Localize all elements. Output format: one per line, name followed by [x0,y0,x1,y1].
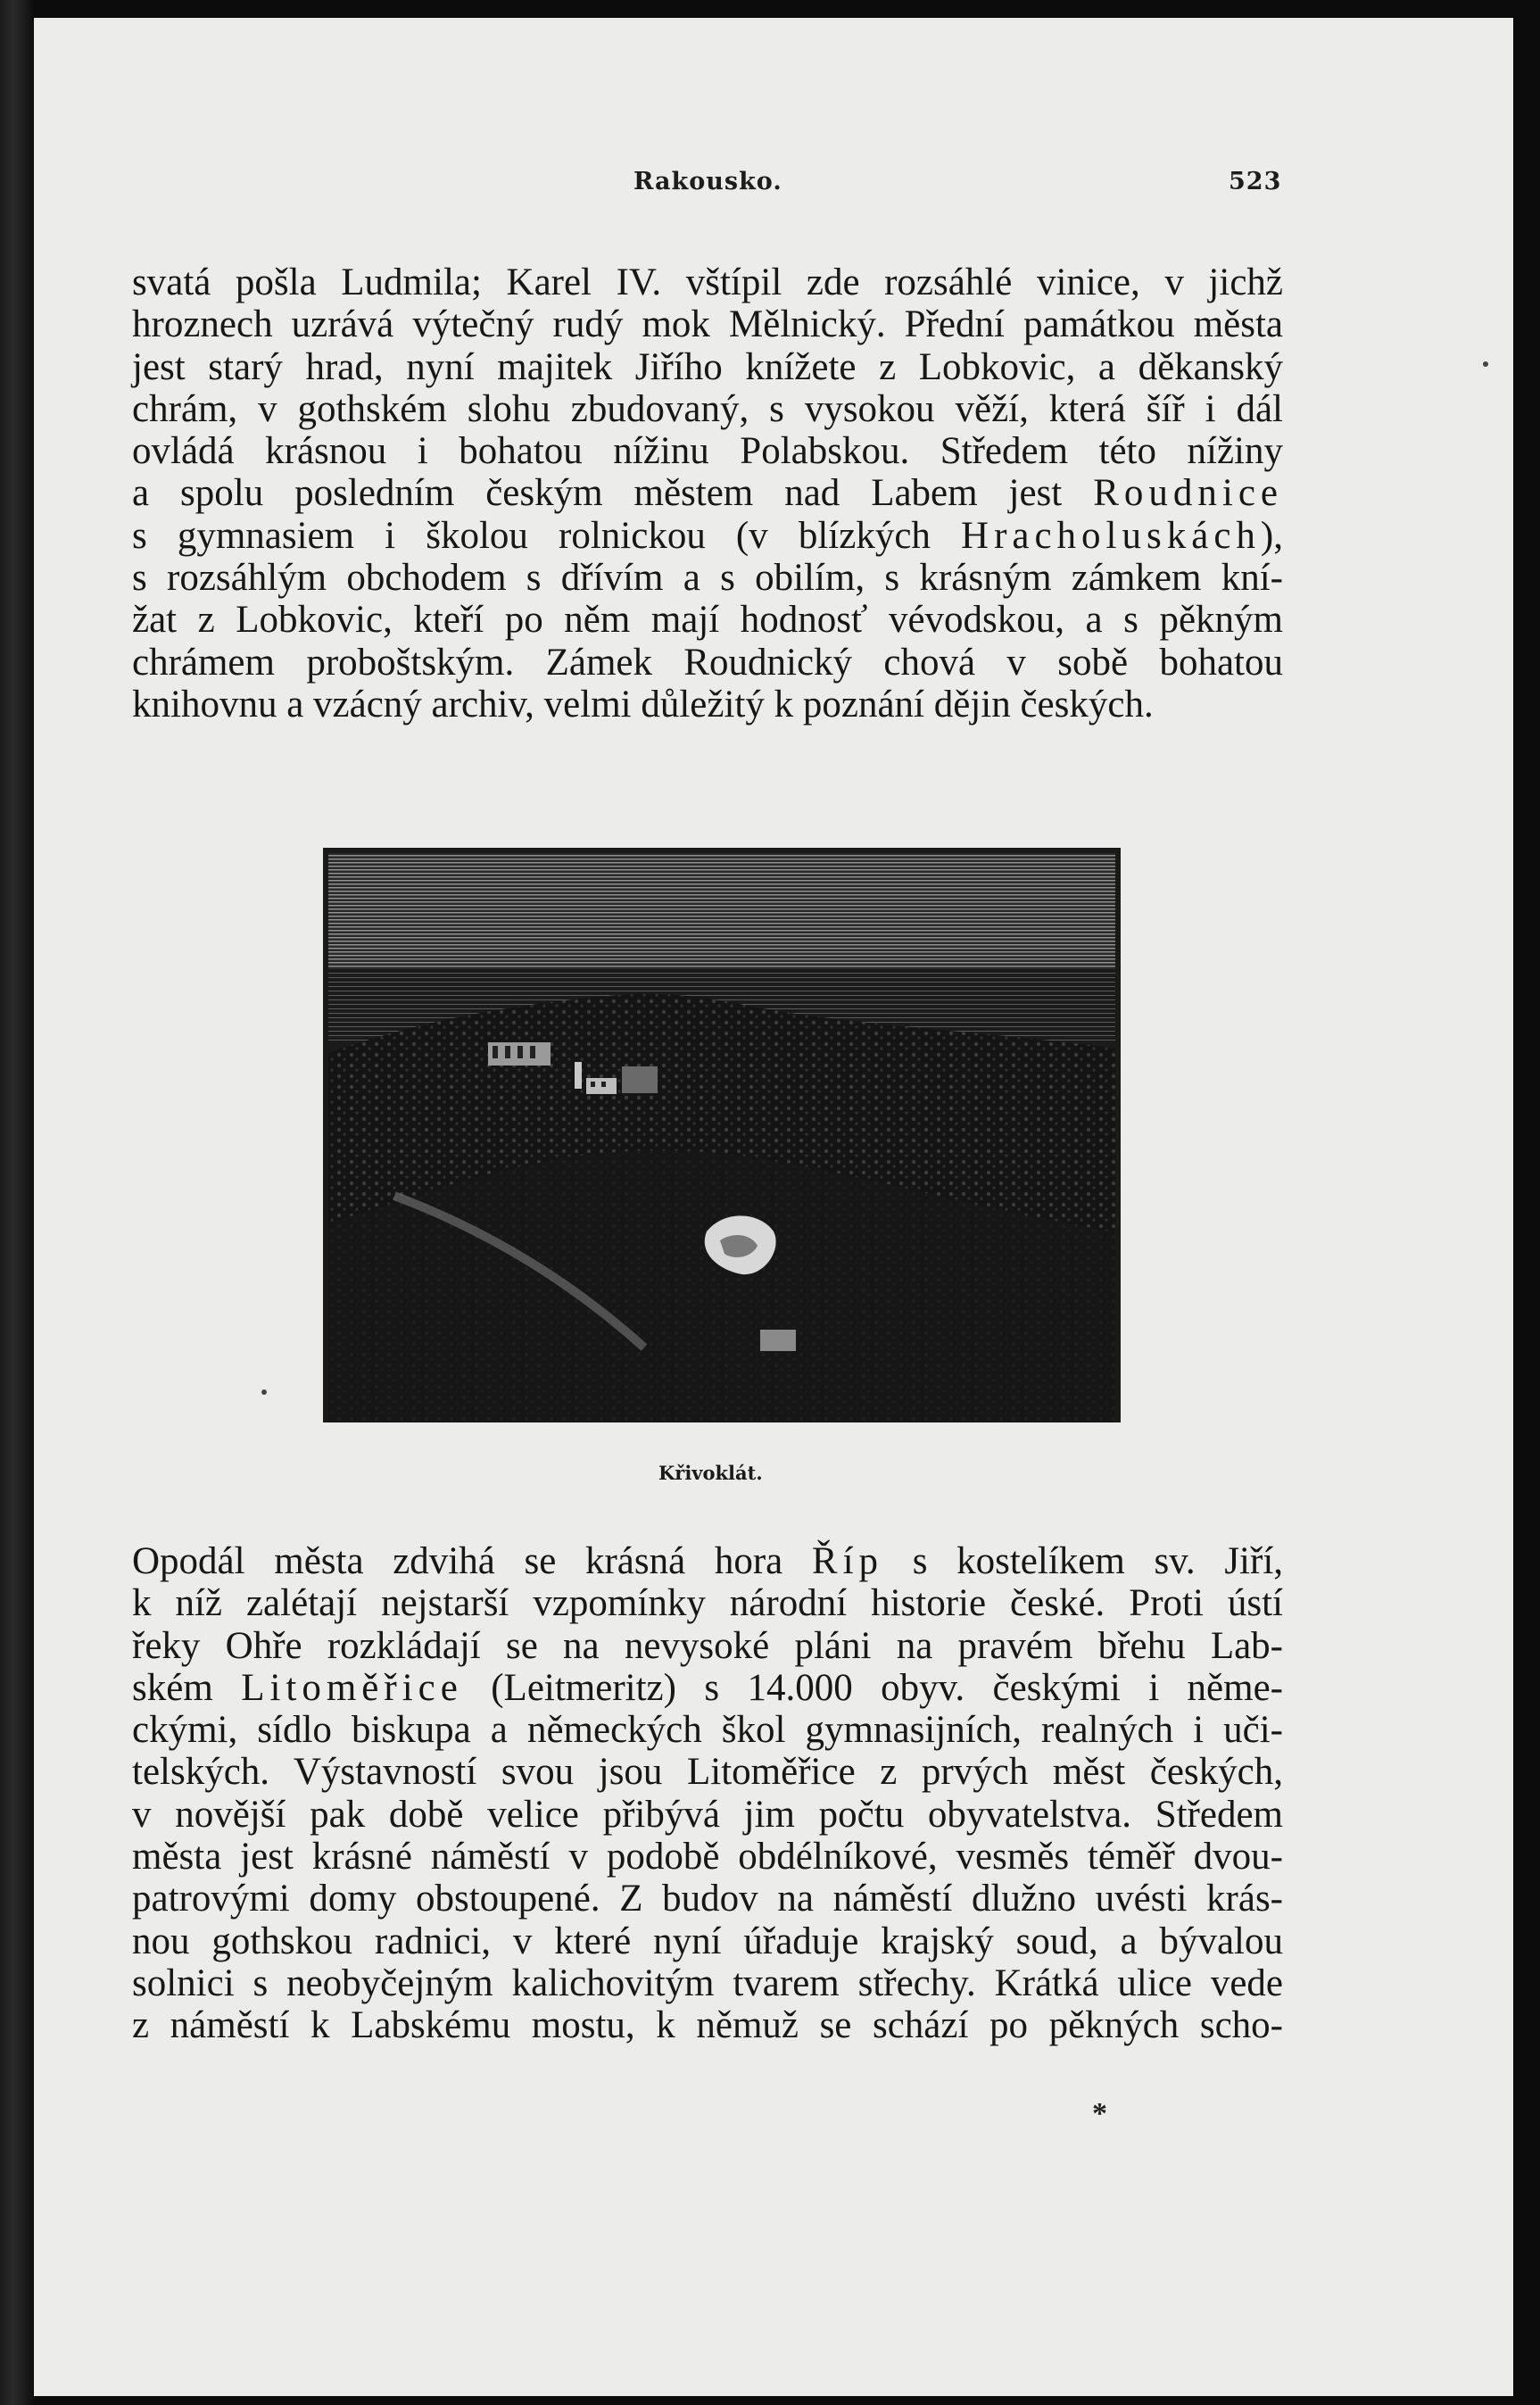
spaced-place-name: Říp [811,1540,884,1582]
text-line [132,1667,1283,1709]
text-segment: ském [132,1666,213,1709]
paper-speck [1483,361,1488,367]
text-line: chrám, v gothském slohu zbudovaný, s vysokou věží, která šíř i dál [132,387,1283,430]
text-line: telských. Výstavností svou jsou Litoměřice z prvých měst českých, [132,1751,1283,1794]
paragraph-litomerice [132,1540,1283,2047]
text-line: patrovými domy obstoupené. Z budov na náměstí dlužno uvésti krás- [132,1878,1283,1920]
text-line: nou gothskou radnici, v které nyní úřaduje krajský soud, a bývalou [132,1920,1283,1962]
engraving-image [323,848,1121,1422]
text-line: žat z Lobkovic, kteří po něm mají hodnosť vévodskou, a s pěkným [132,599,1283,642]
text-line: solnici s neobyčejným kalichovitým tvarem střechy. Krátká ulice vede [132,1961,1283,2004]
paragraph-roudnice [132,261,1283,726]
text-segment: s kostelíkem sv. Jiří, [912,1540,1284,1582]
text-segment: a spolu posledním českým městem nad Labem jest [132,472,1063,515]
spaced-place-name: Hracholuskách [961,514,1261,557]
text-line: hroznech uzrává výtečný rudý mok Mělnický. Přední památkou města [132,303,1283,346]
text-line: k níž zalétají nejstarší vzpomínky národní historie české. Proti ústí [132,1582,1283,1625]
figure-caption: Křivoklát. [658,1462,763,1484]
text-line: svatá pošla Ludmila; Karel IV. vštípil zde rozsáhlé vinice, v jichž [132,261,1283,303]
text-line [132,472,1283,514]
text-line: města jest krásné náměstí v podobě obdélníkové, vesměs téměř dvou- [132,1836,1283,1878]
spaced-place-name: Roudnice [1093,472,1283,515]
text-line: ovládá krásnou i bohatou nížinu Polabskou. Středem této nížiny [132,430,1283,473]
page-number: 523 [1229,168,1282,195]
text-segment: (Leitmeritz) s 14.000 obyv. českými i něme- [491,1666,1283,1709]
text-segment: ), [1260,514,1283,557]
engraving-krivoklat [323,848,1121,1422]
text-line: v novější pak době velice přibývá jim počtu obyvatelstva. Středem [132,1793,1283,1836]
text-line: jest starý hrad, nyní majitek Jiřího knížete z Lobkovic, a děkanský [132,345,1283,388]
text-line [132,515,1283,557]
text-line [132,1540,1283,1582]
text-segment: s gymnasiem i školou rolnickou (v blízkých [132,514,931,557]
text-segment: Opodál města zdvihá se krásná hora [132,1540,783,1582]
text-line: řeky Ohře rozkládají se na nevysoké pláni na pravém břehu Lab- [132,1624,1283,1667]
text-line: z náměstí k Labskému mostu, k němuž se schází po pěkných scho- [132,2004,1283,2047]
text-line: ckými, sídlo biskupa a německých škol gymnasijních, realných i uči- [132,1709,1283,1752]
text-line: knihovnu a vzácný archiv, velmi důležitý k poznání dějin českých. [132,683,1154,726]
paper-speck [261,1389,267,1395]
text-line: chrámem proboštským. Zámek Roudnický chová v sobě bohatou [132,641,1283,684]
running-header: Rakousko. [633,168,782,195]
signature-mark: * [1092,2097,1107,2130]
text-line: s rozsáhlým obchodem s dřívím a s obilím, s krásným zámkem kní- [132,557,1283,600]
spaced-place-name: Litoměřice [241,1666,463,1709]
book-spine [0,0,34,2405]
